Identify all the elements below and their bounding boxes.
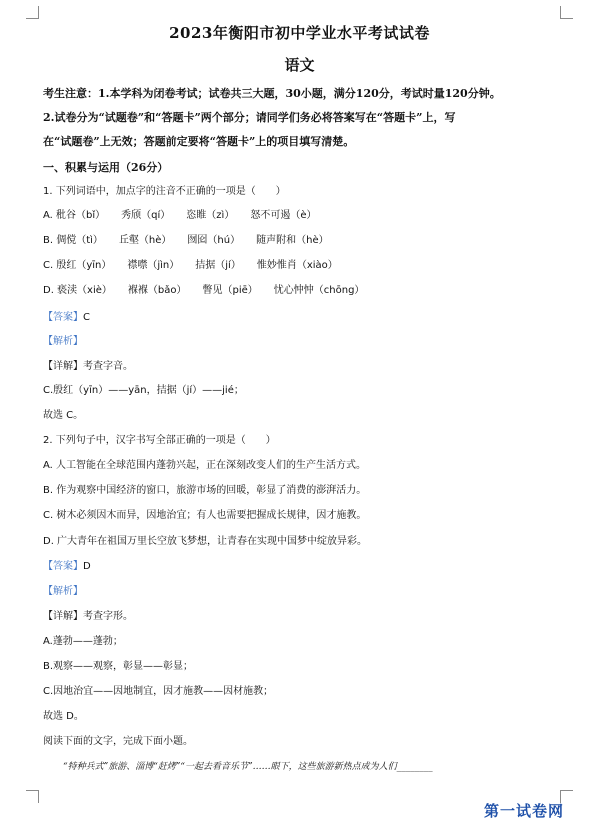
option-term: B. 倜傥（tì） <box>43 235 103 246</box>
answer-value: C <box>83 312 90 323</box>
option-term: 瞥见（piē） <box>202 285 258 296</box>
q2-conclusion: 故选 D。 <box>43 711 84 722</box>
answer-tag: 【答案】 <box>43 312 83 323</box>
q1-option-c <box>43 259 338 273</box>
q2-option-b: B. 作为观察中国经济的窗口，旅游市场的回暖，彰显了消费的澎湃活力。 <box>43 485 367 496</box>
answer-value: D <box>83 561 91 572</box>
q2-answer <box>43 560 91 574</box>
q1-explanation: C.殷红（yīn）——yān，拮据（jí）——jié； <box>43 385 244 396</box>
q1-option-b <box>43 234 329 248</box>
q1-answer <box>43 311 90 325</box>
notice-line-2: 2.试卷分为“试题卷”和“答题卡”两个部分；请同学们务必将答案写在“答题卡”上，写 <box>43 111 456 124</box>
q2-option-c: C. 树木必须因木而异，因地治宜；有人也需要把握成长规律，因才施教。 <box>43 510 367 521</box>
q1-analysis-tag: 【解析】 <box>43 336 83 347</box>
crop-mark-top-right <box>560 6 573 19</box>
q2-option-a: A. 人工智能在全球范围内蓬勃兴起，正在深刻改变人们的生产生活方式。 <box>43 460 367 471</box>
section-heading: 一、积累与运用（26分） <box>43 161 169 174</box>
option-term: 随声附和（hè） <box>256 235 329 246</box>
detail-label: 【详解】 <box>43 361 83 372</box>
option-term: A. 秕谷（bǐ） <box>43 210 106 221</box>
q2-analysis-tag: 【解析】 <box>43 586 83 597</box>
q1-option-d <box>43 284 364 298</box>
q2-explanation-b: B.观察——观察，彰显——彰显； <box>43 661 194 672</box>
notice-line-3: 在“试题卷”上无效；答题前定要将“答题卡”上的项目填写清楚。 <box>43 135 355 148</box>
option-term: 恣睢（zì） <box>186 210 235 221</box>
q2-explanation-c: C.因地治宜——因地制宜，因才施教——因材施教； <box>43 686 274 697</box>
q2-option-d: D. 广大青年在祖国万里长空放飞梦想，让青春在实现中国梦中绽放异彩。 <box>43 536 368 547</box>
answer-tag: 【答案】 <box>43 561 83 572</box>
option-term: 褓褓（bǎo） <box>127 285 187 296</box>
q2-stem: 2. 下列句子中，汉字书写全部正确的一项是（ ） <box>43 435 276 446</box>
option-term: 秀颀（qí） <box>121 210 171 221</box>
option-term: 怒不可遏（è） <box>250 210 317 221</box>
detail-text: 考查字音。 <box>83 361 133 372</box>
detail-text: 考查字形。 <box>83 611 133 622</box>
option-term: 拮据（jí） <box>195 260 241 271</box>
exam-title: 2023年衡阳市初中学业水平考试试卷 <box>169 24 430 42</box>
detail-label: 【详解】 <box>43 611 83 622</box>
option-term: 忧心忡忡（chōng） <box>273 285 365 296</box>
q2-explanation-a: A.蓬勃——蓬勃； <box>43 636 123 647</box>
crop-mark-top-left <box>26 6 39 19</box>
q1-conclusion: 故选 C。 <box>43 410 84 421</box>
option-term: 襟噤（jìn） <box>127 260 180 271</box>
exam-subject: 语文 <box>284 56 315 74</box>
option-term: 丘壑（hè） <box>118 235 172 246</box>
crop-mark-bottom-left <box>26 790 39 803</box>
watermark-logo: 第一试卷网 <box>484 802 565 820</box>
q1-option-a <box>43 209 316 223</box>
reading-instruction: 阅读下面的文字，完成下面小题。 <box>43 736 193 747</box>
option-term: 囫囵（hú） <box>187 235 241 246</box>
q1-stem: 1. 下列词语中，加点字的注音不正确的一项是（ ） <box>43 186 286 197</box>
notice-line-1: 考生注意：1.本学科为闭卷考试；试卷共三大题，30小题，满分120分，考试时量120分钟。 <box>43 87 501 100</box>
q1-detail <box>43 360 133 374</box>
reading-passage: “特种兵式”旅游、淄博“赶烤”“一起去看音乐节”……眼下，这些旅游新热点成为人们________ <box>63 762 433 772</box>
option-term: D. 亵渎（xiè） <box>43 285 112 296</box>
option-term: C. 殷红（yīn） <box>43 260 112 271</box>
option-term: 惟妙惟肖（xiào） <box>256 260 338 271</box>
q2-detail <box>43 610 133 624</box>
